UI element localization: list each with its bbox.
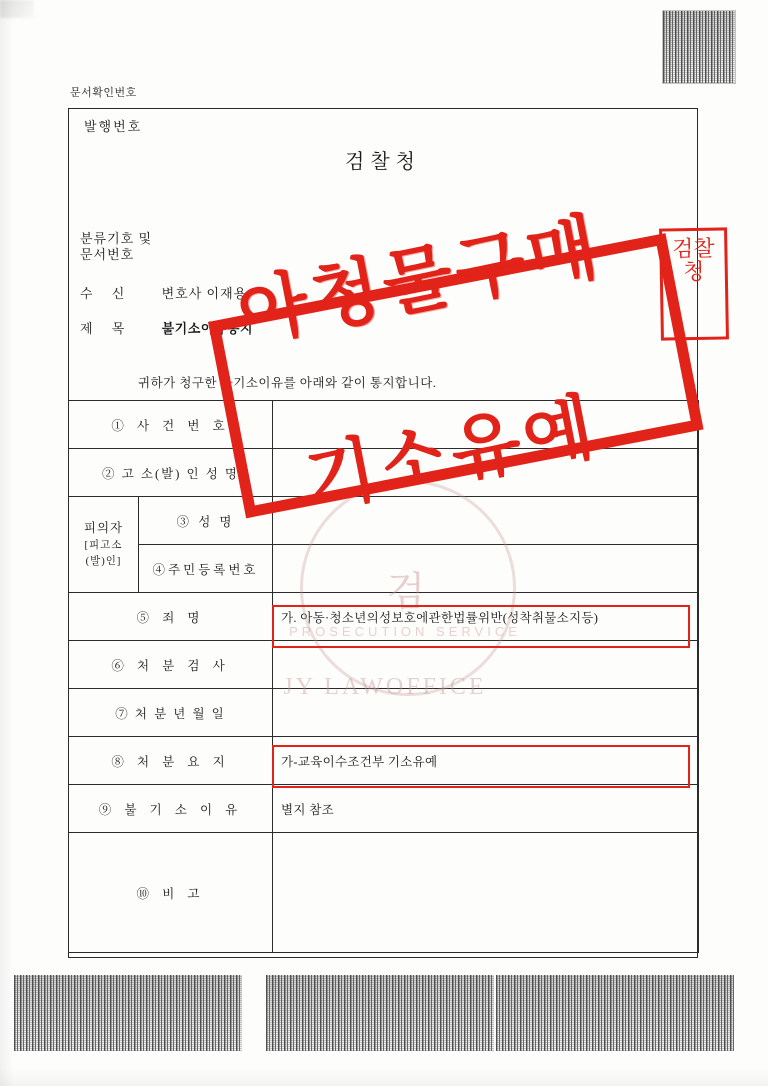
qr-code-icon: [662, 10, 736, 84]
subject-label: 제 목: [80, 321, 133, 336]
recipient-value: 변호사 이재용: [161, 286, 248, 301]
stamp-text-line-1: 아청물구매: [231, 206, 608, 356]
table-row: [69, 785, 699, 833]
classification-label-line2: 문서번호: [80, 247, 135, 262]
scan-edge-shadow-left: [0, 0, 14, 1086]
agency-seal-ring-text: PROSECUTION SERVICE: [289, 624, 521, 639]
page-title: 검찰청: [345, 151, 421, 173]
recipient-row: [80, 283, 247, 302]
law-office-watermark: JY LAWOFFICE: [283, 674, 487, 700]
barcode-icon: [496, 975, 734, 1051]
document-id-label: 문서확인번호: [70, 87, 137, 99]
row-label-disposal-date: ⑦ 처 분 년 월 일: [69, 689, 273, 737]
notice-sentence: 귀하가 청구한 불기소이유를 아래와 같이 통지합니다.: [138, 376, 437, 390]
table-row: [69, 833, 699, 953]
row-value-disposal-summary: 가-교육이수조건부 기소유예: [273, 737, 699, 785]
row-label-crime: ⑤ 죄 명: [69, 593, 273, 641]
barcode-icon: [14, 975, 242, 1051]
row-label-prosecutor: ⑥ 처 분 검 사: [69, 641, 273, 689]
row-label-resident-number: ④주민등록번호: [139, 545, 273, 593]
row-value-crime: 가. 아동·청소년의성보호에관한법률위반(성착취물소지등): [273, 593, 699, 641]
subject-row: [80, 318, 253, 337]
row-value-remarks: [273, 833, 699, 953]
row-label-disposal-summary: ⑧ 처 분 요 지: [69, 737, 273, 785]
issue-number-label: 발행번호: [84, 119, 143, 134]
row-label-suspect-group: 피의자 [피고소(발)인]: [69, 497, 139, 593]
row-label-non-prosecution-reason: ⑨ 불 기 소 이 유: [69, 785, 273, 833]
stamp-text-line-2: 기소유예: [299, 386, 604, 522]
row-label-remarks: ⑩ 비 고: [69, 833, 273, 953]
row-value-non-prosecution-reason: 별지 참조: [273, 785, 699, 833]
recipient-label: 수 신: [80, 286, 133, 301]
table-row: [69, 737, 699, 785]
row-label-complainant: ② 고 소(발) 인 성 명: [69, 449, 273, 497]
classification-label-line1: 분류기호 및: [80, 231, 153, 246]
stamp-seal-icon: 검찰청: [659, 227, 729, 340]
barcode-icon: [266, 975, 494, 1051]
row-label-suspect-name: ③ 성 명: [139, 497, 273, 545]
subject-value: 불기소이유통지: [161, 321, 254, 336]
row-label-case-number: ① 사 건 번 호: [69, 401, 273, 449]
agency-seal-watermark: 검: [300, 480, 516, 696]
scan-smudge: [0, 0, 34, 18]
scan-edge-shadow-bottom: [0, 1068, 768, 1086]
